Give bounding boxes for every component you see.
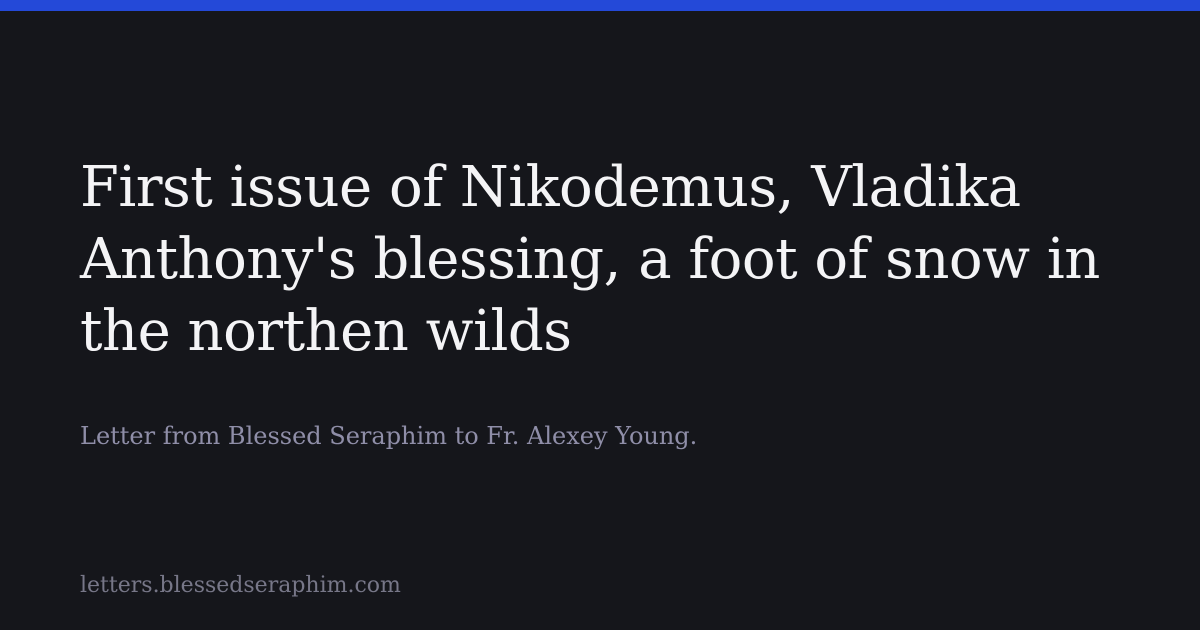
letter-subtitle: Letter from Blessed Seraphim to Fr. Alexey Young. xyxy=(80,422,698,450)
letter-title: First issue of Nikodemus, Vladika Anthony's blessing, a foot of snow in the northen wilds xyxy=(80,155,1100,364)
site-domain: letters.blessedseraphim.com xyxy=(80,573,401,598)
top-accent-bar xyxy=(0,0,1200,11)
social-share-card xyxy=(0,11,1200,630)
